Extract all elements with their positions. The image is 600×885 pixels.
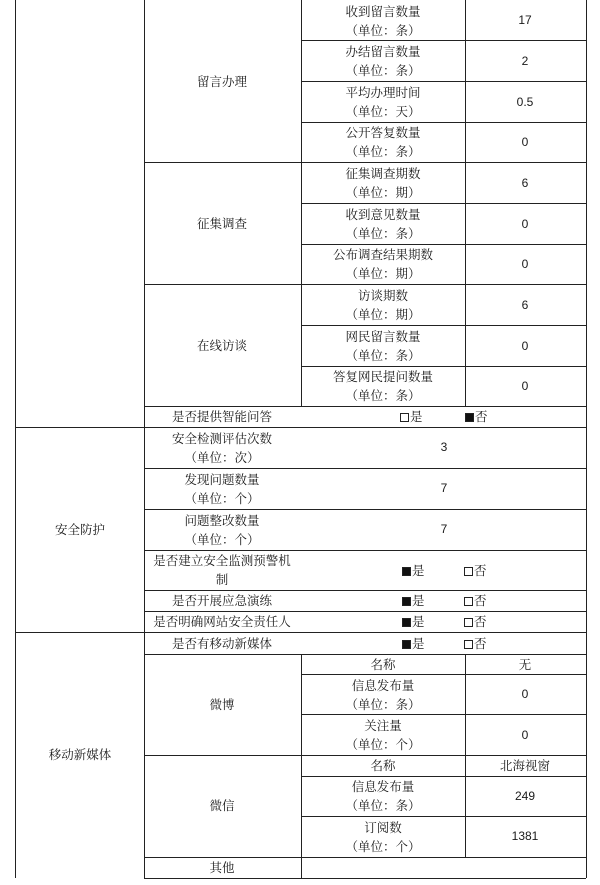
- metric-unit: （单位：个）: [184, 532, 260, 547]
- metric-unit: （单位：期）: [345, 266, 421, 281]
- responsible-label: 是否明确网站安全责任人: [153, 614, 291, 629]
- metric-name: 公开答复数量: [345, 125, 421, 140]
- row-divider: [301, 674, 586, 675]
- metric-unit: （单位：个）: [345, 737, 421, 752]
- metric-name: 访谈期数: [357, 288, 409, 303]
- checkbox-checked-icon: [402, 597, 411, 606]
- column-divider: [144, 0, 145, 878]
- column-divider: [301, 654, 302, 878]
- metric-name: 办结留言数量: [345, 44, 421, 59]
- metric-unit: （单位：期）: [345, 307, 421, 322]
- metric-value: 6: [521, 298, 529, 312]
- row-divider: [301, 325, 586, 326]
- section-divider: [15, 427, 586, 428]
- has-mobile-media-yes-option: 是: [402, 634, 425, 653]
- metric-value: 7: [440, 522, 448, 536]
- metric-unit: （单位：条）: [345, 63, 421, 78]
- weibo-name-label: 名称: [370, 657, 396, 672]
- section-label-mobile-media: 移动新媒体: [48, 747, 112, 762]
- metric-value: 3: [440, 440, 448, 454]
- row-divider: [144, 468, 586, 469]
- smart-qa-yes-option: 是: [400, 407, 423, 426]
- metric-unit: （单位：条）: [345, 798, 421, 813]
- metric-value: 0.5: [516, 95, 534, 109]
- smart-qa-label: 是否提供智能问答: [171, 409, 273, 424]
- checkbox-unchecked-icon: [464, 567, 473, 576]
- drills-no-option: 否: [464, 591, 487, 610]
- row-divider: [301, 776, 586, 777]
- row-divider: [301, 81, 586, 82]
- metric-unit: （单位：条）: [345, 348, 421, 363]
- metric-name: 收到留言数量: [345, 4, 421, 19]
- monitoring-no-option: 否: [464, 561, 487, 580]
- metric-value: 0: [521, 379, 529, 393]
- metric-name: 收到意见数量: [345, 207, 421, 222]
- row-divider: [301, 122, 586, 123]
- row-divider: [301, 40, 586, 41]
- group-label-survey: 征集调查: [196, 216, 248, 231]
- section-divider: [15, 632, 586, 633]
- checkbox-unchecked-icon: [464, 618, 473, 627]
- has-mobile-media-label: 是否有移动新媒体: [171, 636, 273, 651]
- row-divider: [144, 284, 586, 285]
- responsible-yes-option: 是: [402, 612, 425, 631]
- metric-value: 0: [521, 217, 529, 231]
- metric-unit: （单位：条）: [345, 226, 421, 241]
- metric-unit: （单位：个）: [184, 491, 260, 506]
- metric-unit: （单位：期）: [345, 185, 421, 200]
- metric-value: 2: [521, 54, 529, 68]
- metric-value: 7: [440, 481, 448, 495]
- column-divider: [465, 654, 466, 858]
- weibo-label: 微博: [209, 697, 235, 712]
- metric-name: 问题整改数量: [184, 513, 260, 528]
- checkbox-unchecked-icon: [464, 640, 473, 649]
- wechat-name-value: 北海视窗: [499, 758, 551, 773]
- metric-name: 信息发布量: [351, 678, 415, 693]
- group-label-interview: 在线访谈: [196, 338, 248, 353]
- table-border-right: [586, 0, 587, 878]
- checkbox-unchecked-icon: [464, 597, 473, 606]
- checkbox-checked-icon: [465, 413, 474, 422]
- metric-value: 6: [521, 176, 529, 190]
- row-divider: [301, 714, 586, 715]
- metric-unit: （单位：次）: [184, 450, 260, 465]
- metric-value: 17: [518, 13, 532, 27]
- metric-value: 0: [521, 728, 529, 742]
- other-label: 其他: [209, 860, 235, 875]
- checkbox-unchecked-icon: [400, 413, 409, 422]
- metric-name: 征集调查期数: [345, 166, 421, 181]
- metric-value: 0: [521, 339, 529, 353]
- group-label-message-handling: 留言办理: [196, 74, 248, 89]
- metric-name: 平均办理时间: [345, 85, 421, 100]
- metric-unit: （单位：条）: [345, 144, 421, 159]
- wechat-name-label: 名称: [370, 758, 396, 773]
- monitoring-label-line2: 制: [215, 572, 229, 587]
- row-divider: [301, 203, 586, 204]
- metric-unit: （单位：条）: [345, 388, 421, 403]
- row-divider: [144, 878, 586, 879]
- table-border-left: [15, 0, 16, 878]
- responsible-no-option: 否: [464, 612, 487, 631]
- metric-name: 关注量: [364, 718, 402, 733]
- metric-value: 1381: [511, 829, 539, 843]
- wechat-label: 微信: [209, 798, 235, 813]
- row-divider: [144, 509, 586, 510]
- metric-name: 发现问题数量: [184, 472, 260, 487]
- metric-unit: （单位：个）: [345, 839, 421, 854]
- metric-name: 公布调查结果期数: [332, 247, 434, 262]
- metric-name: 信息发布量: [351, 779, 415, 794]
- weibo-name-value: 无: [518, 657, 532, 672]
- metric-name: 订阅数: [364, 820, 402, 835]
- metric-unit: （单位：天）: [345, 104, 421, 119]
- metric-value: 0: [521, 257, 529, 271]
- section-label-security: 安全防护: [54, 522, 106, 537]
- metric-value: 249: [514, 789, 536, 803]
- metric-unit: （单位：条）: [345, 23, 421, 38]
- row-divider: [144, 162, 586, 163]
- row-divider: [301, 816, 586, 817]
- monitoring-yes-option: 是: [402, 561, 425, 580]
- metric-name: 网民留言数量: [345, 329, 421, 344]
- has-mobile-media-no-option: 否: [464, 634, 487, 653]
- checkbox-checked-icon: [402, 618, 411, 627]
- drills-yes-option: 是: [402, 591, 425, 610]
- checkbox-checked-icon: [402, 640, 411, 649]
- smart-qa-no-option: 否: [465, 407, 488, 426]
- metric-name: 答复网民提问数量: [332, 369, 434, 384]
- drills-label: 是否开展应急演练: [171, 593, 273, 608]
- checkbox-checked-icon: [402, 567, 411, 576]
- metric-value: 0: [521, 135, 529, 149]
- metric-name: 安全检测评估次数: [171, 431, 273, 446]
- monitoring-label-line1: 是否建立安全监测预警机: [153, 553, 291, 568]
- metric-unit: （单位：条）: [345, 697, 421, 712]
- metric-value: 0: [521, 687, 529, 701]
